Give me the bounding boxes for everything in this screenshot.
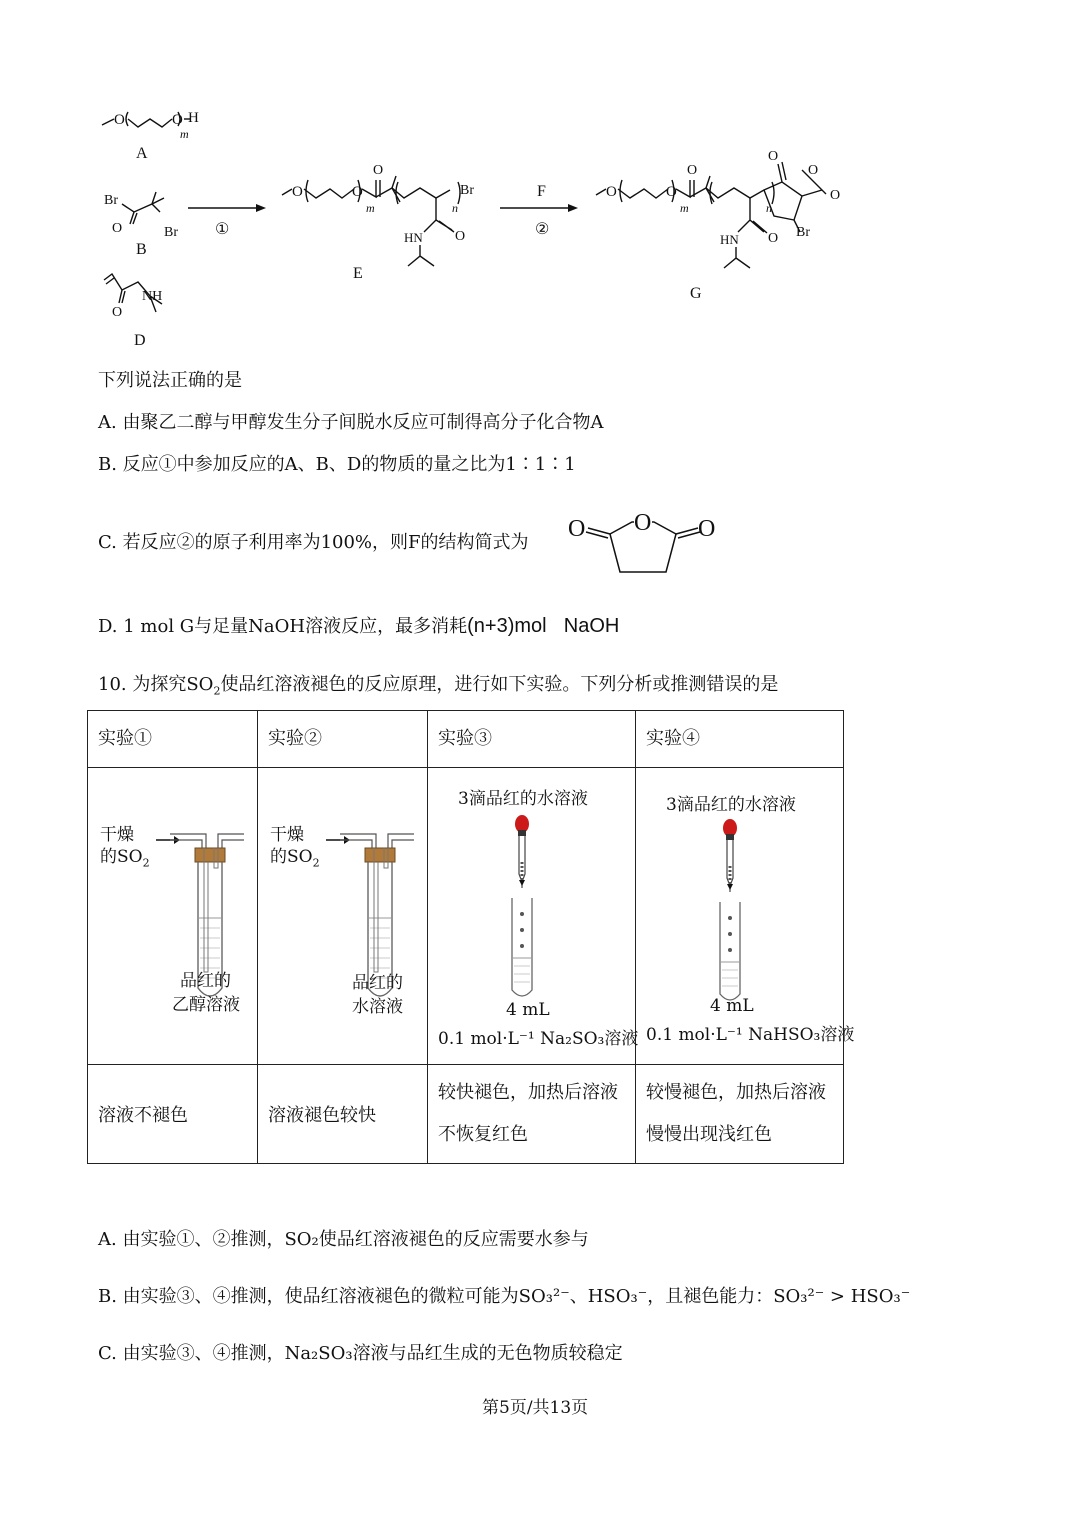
step-2: ②	[535, 221, 550, 238]
scheme-sub: m	[180, 127, 189, 141]
scheme-atom: HN	[404, 230, 423, 245]
exp3-reagent: 0.1 mol·L⁻¹ Na₂SO₃溶液	[438, 1029, 639, 1049]
exp2-apparatus	[258, 768, 428, 1065]
scheme-atom: H	[188, 110, 199, 126]
table-result-row	[88, 1065, 844, 1164]
header-exp1: 实验①	[98, 728, 152, 749]
scheme-atom: Br	[796, 225, 810, 240]
q10-option-b: B. 由实验③、④推测，使品红溶液褪色的微粒可能为SO₃²⁻、HSO₃⁻，且褪色能力：SO₃²⁻ > HSO₃⁻	[98, 1286, 911, 1307]
exp3-volume: 4 mL	[506, 1000, 550, 1020]
q9-option-a: A. 由聚乙二醇与甲醇发生分子间脱水反应可制得高分子化合物A	[98, 412, 604, 433]
result-exp2: 溶液褪色较快	[268, 1105, 376, 1126]
header-exp4: 实验④	[646, 728, 700, 749]
scheme-atom: O	[373, 163, 384, 178]
scheme-atom: Br	[164, 225, 178, 240]
label-B: B	[136, 241, 147, 258]
experiment-table	[87, 710, 855, 1164]
scheme-atom: Br	[104, 193, 118, 208]
label-A: A	[136, 145, 148, 162]
scheme-atom: O	[606, 184, 617, 200]
scheme-atom: O	[666, 184, 677, 200]
step-1: ①	[215, 221, 230, 238]
q10-stem-suffix: 使品红溶液褪色的反应原理，进行如下实验。下列分析或推测错误的是	[220, 674, 779, 695]
scheme-atom: O	[768, 149, 779, 164]
result-exp4: 较慢褪色，加热后溶液慢慢出现浅红色	[646, 1082, 826, 1145]
dry-gas-formula: 的$SO_2$	[100, 847, 150, 870]
exp4-reagent: 0.1 mol·L⁻¹ NaHSO₃溶液	[646, 1025, 855, 1045]
scheme-atom: O	[172, 112, 183, 128]
q10-option-a: A. 由实验①、②推测，SO₂使品红溶液褪色的反应需要水参与	[98, 1229, 589, 1250]
q9-option-d-prefix: D. 1 mol G与足量NaOH溶液反应，最多消耗	[98, 616, 468, 637]
dry-gas-label: 干燥	[100, 825, 134, 845]
result-exp3: 较快褪色，加热后溶液不恢复红色	[438, 1082, 618, 1145]
scheme-atom: O	[768, 231, 779, 246]
dry-gas-formula: 的$SO_2$	[270, 847, 320, 870]
exp2-solution-line2: 水溶液	[352, 997, 403, 1017]
dry-gas-label: 干燥	[270, 825, 304, 845]
scheme-atom: O	[114, 112, 125, 128]
exp4-apparatus	[636, 768, 855, 1065]
q9-option-c: C. 若反应②的原子利用率为100%，则F的结构简式为	[98, 532, 529, 553]
scheme-atom: O	[112, 305, 123, 320]
scheme-atom: O	[455, 229, 466, 244]
exp4-volume: 4 mL	[710, 996, 754, 1016]
header-exp2: 实验②	[268, 728, 322, 749]
scheme-atom: Br	[460, 183, 474, 198]
drops-label: 3滴品红的水溶液	[458, 789, 588, 809]
label-E: E	[353, 265, 363, 282]
q9-stem: 下列说法正确的是	[98, 370, 242, 391]
q9-option-d-expr: (n+3)mol	[467, 615, 547, 637]
label-F: F	[537, 183, 546, 200]
table-apparatus-row	[88, 768, 844, 1065]
anhydride-carbonyl-o: O	[698, 516, 716, 542]
scheme-sub: n	[766, 201, 772, 215]
scheme-atom: O	[352, 184, 363, 200]
q9-option-d	[98, 612, 619, 638]
scheme-atom: O	[292, 184, 303, 200]
q10-option-c: C. 由实验③、④推测，Na₂SO₃溶液与品红生成的无色物质较稳定	[98, 1343, 623, 1364]
scheme-atom: O	[830, 188, 841, 203]
header-exp3: 实验③	[438, 728, 492, 749]
anhydride-ring-o: O	[634, 510, 652, 536]
scheme-sub: m	[680, 201, 689, 215]
drops-label: 3滴品红的水溶液	[666, 795, 796, 815]
dropper-and-tube	[498, 810, 558, 1000]
dropper-and-tube	[706, 814, 766, 1004]
q10-stem-sub: 2	[213, 684, 221, 698]
exp3-apparatus	[428, 768, 639, 1065]
scheme-atom: O	[112, 221, 123, 236]
q9-option-b: B. 反应①中参加反应的A、B、D的物质的量之比为1∶1∶1	[98, 454, 576, 475]
scheme-atom: O	[808, 163, 819, 178]
scheme-atom: HN	[720, 232, 739, 247]
q10-stem-prefix: 10. 为探究SO	[98, 674, 214, 695]
exp1-solution-line2: 乙醇溶液	[172, 995, 240, 1015]
exp1-solution-line1: 品红的	[180, 971, 231, 991]
result-exp1: 溶液不褪色	[98, 1105, 188, 1126]
scheme-sub: m	[366, 201, 375, 215]
q10-stem	[98, 670, 778, 698]
label-G: G	[690, 285, 702, 302]
reaction-scheme	[0, 100, 1080, 360]
anhydride-carbonyl-o: O	[568, 516, 586, 542]
succinic-anhydride-structure	[560, 500, 730, 590]
q9-option-d-suffix: NaOH	[563, 615, 620, 637]
scheme-atom: O	[687, 163, 698, 178]
exp1-apparatus	[88, 768, 258, 1065]
page-footer: 第5页/共13页	[482, 1398, 589, 1418]
scheme-sub: n	[452, 201, 458, 215]
label-D: D	[134, 332, 146, 349]
scheme-atom: NH	[142, 289, 163, 304]
exp2-solution-line1: 品红的	[352, 973, 403, 993]
table-header-row	[88, 711, 844, 768]
